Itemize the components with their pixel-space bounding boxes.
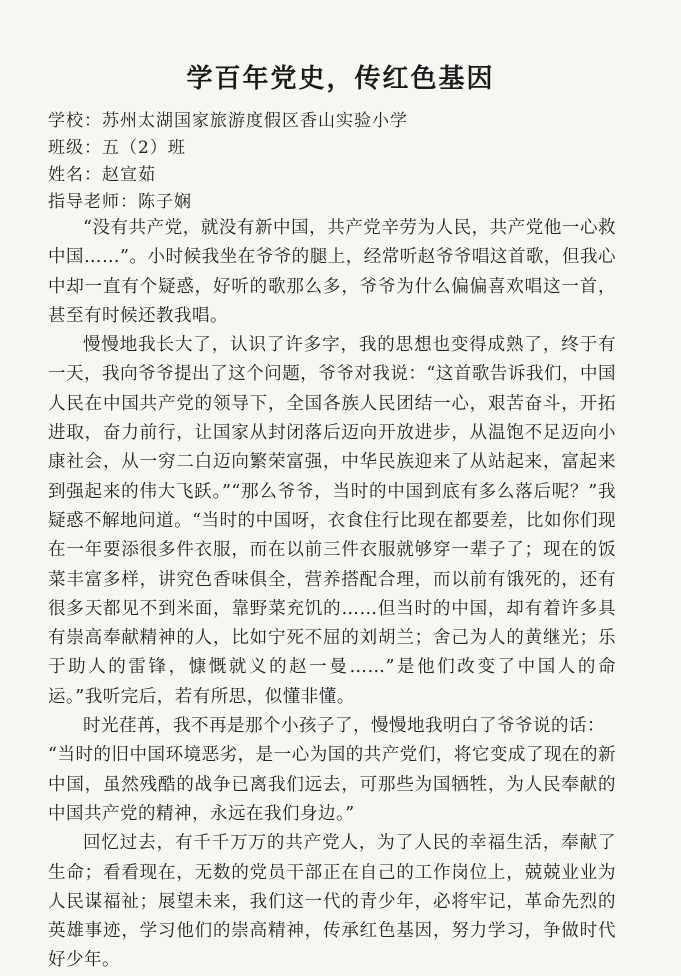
paragraph: 慢慢地我长大了，认识了许多字，我的思想也变得成熟了，终于有一天，我向爷爷提出了这个问题，爷爷对我说：“这首歌告诉我们，中国人民在中国共产党的领导下，全国各族人民团结一心，艰苦奋斗，开拓进取，奋力前行，让国家从封闭落后迈向开放进步，从温饱不足迈向小康社会，从一穷二白迈向繁荣富强，中华民族迎来了从站起来，富起来到强起来的伟大飞跃。”“那么爷爷，当时的中国到底有多么落后呢？”我疑惑不解地问道。“当时的中国呀，衣食住行比现在都要差，比如你们现在一年要添很多件衣服，而在以前三件衣服就够穿一辈子了；现在的饭菜丰富多样，讲究色香味俱全，营养搭配合理，而以前有饿死的，还有很多天都见不到米面，靠野菜充饥的……但当时的中国，却有着许多具有崇高奉献精神的人，比如宁死不屈的刘胡兰；舍己为人的黄继光；乐于助人的雷锋，慷慨就义的赵一曼……”是他们改变了中国人的命运。”我听完后，若有所思，似懂非懂。 <box>48 335 616 707</box>
page-title: 学百年党史，传红色基因 <box>186 64 495 94</box>
author-info <box>48 108 648 216</box>
school-line <box>48 108 648 135</box>
name-line <box>48 162 648 189</box>
name-value: 赵宣茹 <box>102 165 156 185</box>
class-line <box>48 135 648 162</box>
essay-body <box>48 214 616 976</box>
class-value: 五（2）班 <box>102 138 186 158</box>
paragraph: 时光荏苒，我不再是那个小孩子了，慢慢地我明白了爷爷说的话： <box>83 716 605 737</box>
paragraph: “没有共产党，就没有新中国，共产党辛劳为人民，共产党他一心救中国……”。小时候我坐在爷爷的腿上，经常听赵爷爷唱这首歌，但我心中却一直有个疑惑，好听的歌那么多，爷爷为什么偏偏喜欢唱这一首，甚至有时候还教我唱。 <box>48 218 616 326</box>
paragraph: 回忆过去，有千千万万的共产党人，为了人民的幸福生活，奉献了生命；看看现在，无数的党员干部正在自己的工作岗位上，兢兢业业为人民谋福祉；展望未来，我们这一代的青少年，必将牢记，革命先烈的英雄事迹，学习他们的崇高精神，传承红色基因，努力学习，争做时代好少年。 <box>48 833 616 971</box>
school-label: 学校： <box>48 111 102 131</box>
teacher-value: 陈子娴 <box>138 192 192 212</box>
class-label: 班级： <box>48 138 102 158</box>
school-value: 苏州太湖国家旅游度假区香山实验小学 <box>102 111 408 131</box>
teacher-line <box>48 189 648 216</box>
paragraph: “当时的旧中国环境恶劣，是一心为国的共产党们，将它变成了现在的新中国，虽然残酷的战争已离我们远去，可那些为国牺牲，为人民奉献的中国共产党的精神，永远在我们身边。” <box>48 745 616 824</box>
teacher-label: 指导老师： <box>48 192 138 212</box>
name-label: 姓名： <box>48 165 102 185</box>
